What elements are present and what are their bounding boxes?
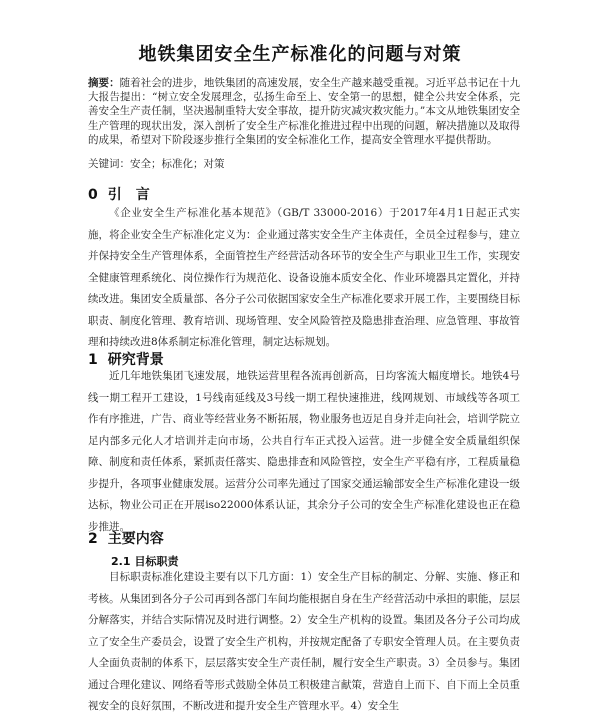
section-number: 1: [88, 352, 98, 368]
subsection-number: 2.1: [111, 555, 131, 568]
subsection-paragraph-target-duties: 目标职责标准化建设主要有以下几方面：1）安全生产目标的制定、分解、实施、修正和考核。从集团到各分子公司再到各部门车间均能根据自身在生产经营活动中承担的职能，层层分解落实，并结合实际情况及时进行调整。2）安全生产机构的设置。集团及各分子公司均成立了安全生产委员会，设置了安全生产机构，并按规定配备了专职安全管理人员。在主要负责人全面负责制的体系下，层层落实安全生产责任制，履行安全生产职责。3）全员参与。集团通过合理化建议、网络看等形式鼓励全体员工积极建言献策，营造自上而下、自下而上全员重视安全的良好氛围，不断改进和提升安全生产管理水平。4）安全生: [88, 571, 520, 712]
keywords-label: 关键词：: [88, 158, 130, 170]
subsection-title: 目标职责: [134, 555, 179, 568]
section-paragraph-background: 近几年地铁集团飞速发展，地铁运营里程各流再创新高，日均客流大幅度增长。地铁4号线一期工程开工建设，1号线南延线及3号线一期工程快速推进，线网规划、市域线等各项工作有序推进，广告、商业等经营业务不断拓展，物业服务也迈足自身并走向社会，培训学院立足内部多元化人才培训并走向市场，公共自行车正式投入运营。进一步健全安全质量组织保障、制度和责任体系，紧抓责任落实、隐患排查和风险管控，安全生产平稳有序，工程质量稳步提升，各项事业健康发展。运营分公司率先通过了国家交通运输部安全生产标准化建设一级达标，物业公司正在开展iso22000体系认证，其余分子公司的安全生产标准化建设也正在稳步推进。: [88, 370, 520, 533]
keywords-text: 安全；标准化；对策: [130, 158, 225, 170]
document-title: 地铁集团安全生产标准化的问题与对策: [138, 44, 462, 65]
section-number: 2: [88, 531, 98, 547]
section-title: 主要内容: [107, 531, 164, 547]
section-paragraph-introduction: 《企业安全生产标准化基本规范》（GB/T 33000-2016）于2017年4月1日起正式实施，将企业安全生产标准化定义为：企业通过落实安全生产主体责任，全员全过程参与，建立并保持安全生产管理体系，全面管控生产经营活动各环节的安全生产与职业卫生工作，实现安全健康管理系统化、岗位操作行为规范化、设备设施本质安全化、作业环境器具定置化，并持续改进。集团安全质量部、各分子公司依据国家安全生产标准化要求开展工作，主要围绕目标职责、制度化管理、教育培训、现场管理、安全风险管控及隐患排查治理、应急管理、事故管理和持续改进8体系制定标准化管理，制定达标规划。: [88, 207, 520, 348]
section-heading-main-content: [88, 528, 164, 548]
section-title: 引 言: [107, 187, 150, 203]
section-title: 研究背景: [107, 352, 164, 368]
abstract-label: 摘要：: [88, 77, 120, 89]
abstract-text: 随着社会的进步，地铁集团的高速发展，安全生产越来越受重视。习近平总书记在十九大报告提出：“树立安全发展理念，弘扬生命至上、安全第一的思想，健全公共安全体系，完善安全生产责任制，坚决遏制重特大安全事故，提升防灾减灾救灾能力。”本文从地铁集团安全生产管理的现状出发，深入剖析了安全生产标准化推进过程中出现的问题，解决措施以及取得的成果，希望对下阶段逐步推行全集团的安全标准化工作，提高安全管理水平提供帮助。: [88, 77, 521, 146]
keywords: [88, 157, 520, 171]
section-heading-introduction: [88, 184, 150, 204]
section-number: 0: [88, 187, 98, 203]
abstract: [88, 76, 520, 147]
